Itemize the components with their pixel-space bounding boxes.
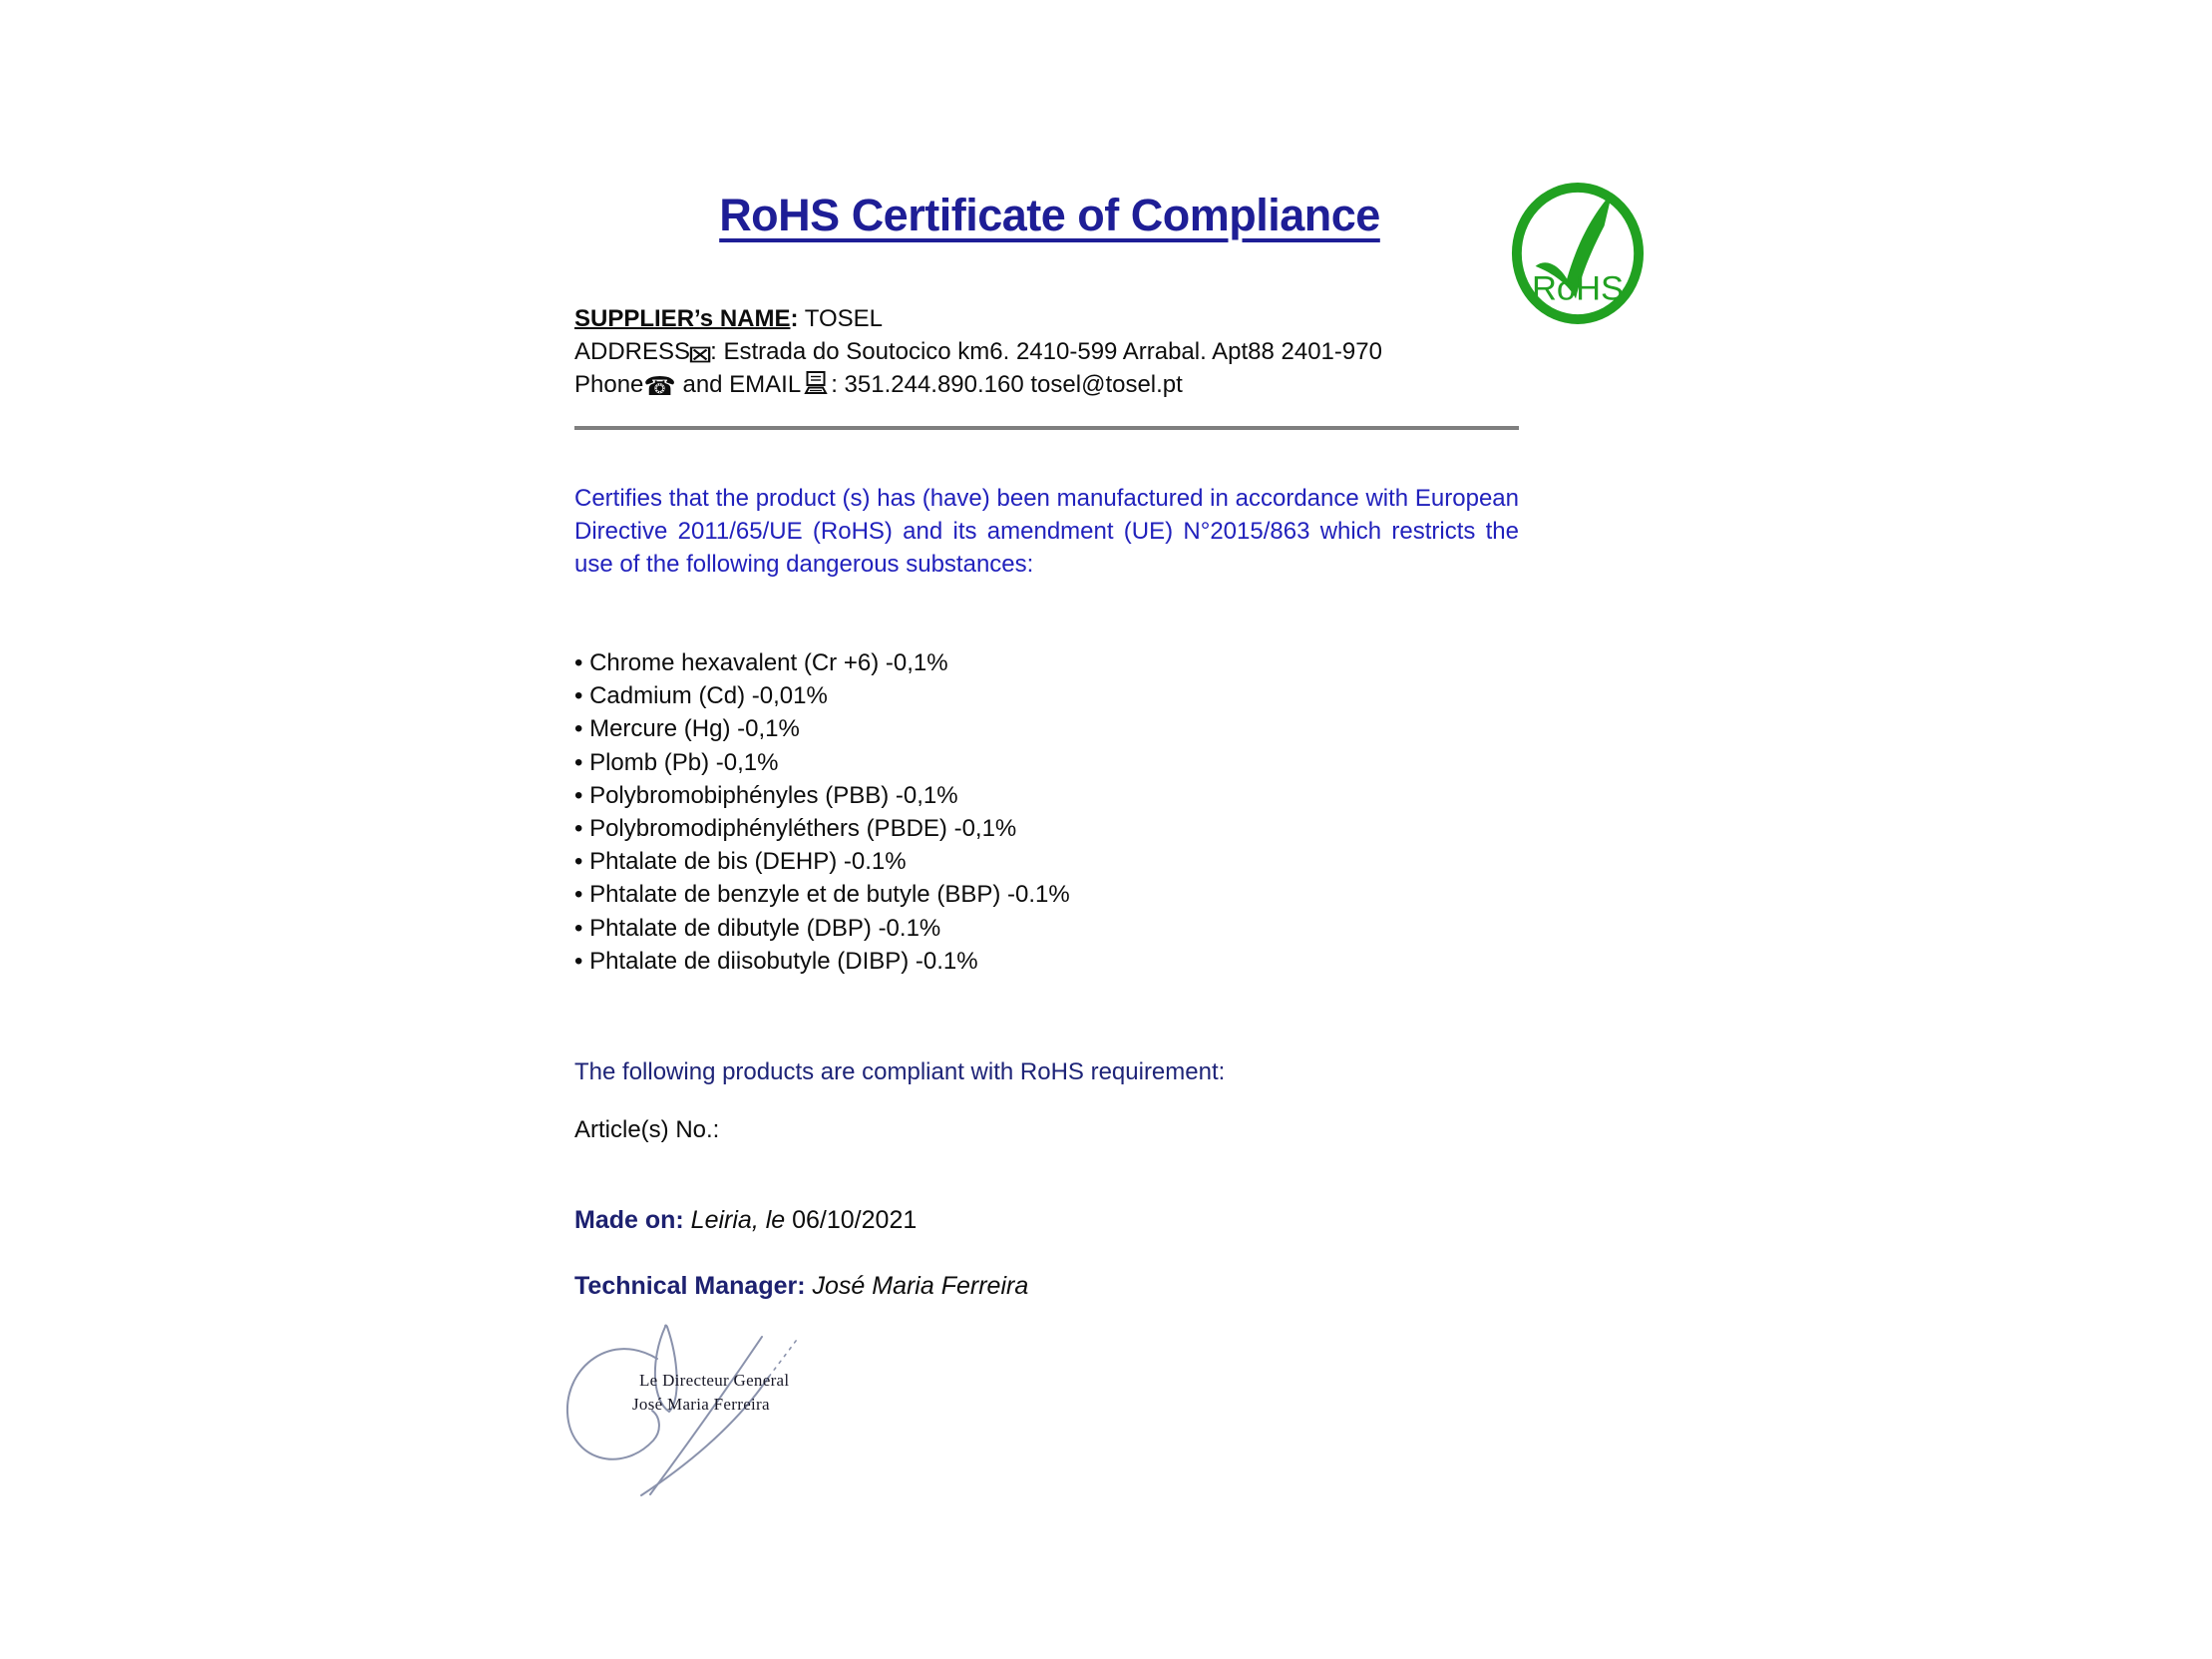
made-on-label: Made on: [574,1206,684,1234]
computer-icon [803,370,829,396]
supplier-name-colon: : [790,305,799,332]
compliance-statement: The following products are compliant with RoHS requirement: [574,1058,1226,1085]
address-label: ADDRESS [574,338,691,365]
technical-manager-line [574,1272,1028,1301]
rohs-logo-text: RoHS [1531,269,1625,308]
substance-item: • Phtalate de dibutyle (DBP) -0.1% [574,912,1070,945]
technical-manager-name: José Maria Ferreira [812,1272,1029,1300]
contact-value: : 351.244.890.160 tosel@tosel.pt [831,371,1183,398]
envelope-icon: ⊠ [687,341,714,368]
signature-title-text: Le Directeur General [639,1371,790,1390]
made-on-date: 06/10/2021 [792,1206,918,1234]
page-title: RoHS Certificate of Compliance [719,190,1380,240]
supplier-address-line [574,335,1671,368]
horizontal-divider [574,426,1519,430]
substance-item: • Polybromodiphényléthers (PBDE) -0,1% [574,812,1070,845]
substance-item: • Cadmium (Cd) -0,01% [574,679,1070,712]
made-on-line [574,1206,917,1235]
made-on-place: Leiria, le [690,1206,786,1234]
phone-icon: ☎ [643,371,676,401]
phone-label: Phone [574,371,644,398]
supplier-contact-line [574,368,1671,401]
substance-item: • Phtalate de benzyle et de butyle (BBP) -0.1% [574,878,1070,911]
articles-label: Article(s) No.: [574,1116,720,1143]
and-email-label: and EMAIL [675,371,802,398]
signature-name-text: José Maria Ferreira [632,1395,770,1414]
certification-statement: Certifies that the product (s) has (have) been manufactured in accordance with European Directive 2011/65/UE (RoHS) and its amendment (UE) N°2015/863 which restricts the use of the following dangerous substances: [574,485,1519,578]
substances-list [574,646,1070,978]
signature-block [553,1315,853,1504]
substance-item: • Phtalate de bis (DEHP) -0.1% [574,845,1070,878]
supplier-name-label: SUPPLIER’s NAME [574,305,791,332]
supplier-info [574,302,1671,401]
address-value: : Estrada do Soutocico km6. 2410-599 Arrabal. Apt88 2401-970 [710,338,1382,365]
substance-item: • Plomb (Pb) -0,1% [574,746,1070,779]
substance-item: • Chrome hexavalent (Cr +6) -0,1% [574,646,1070,679]
technical-manager-label: Technical Manager: [574,1272,806,1300]
supplier-name-value: TOSEL [798,305,883,332]
substance-item: • Polybromobiphényles (PBB) -0,1% [574,779,1070,812]
substance-item: • Phtalate de diisobutyle (DIBP) -0.1% [574,945,1070,978]
supplier-name-line [574,302,1671,335]
substance-item: • Mercure (Hg) -0,1% [574,712,1070,745]
